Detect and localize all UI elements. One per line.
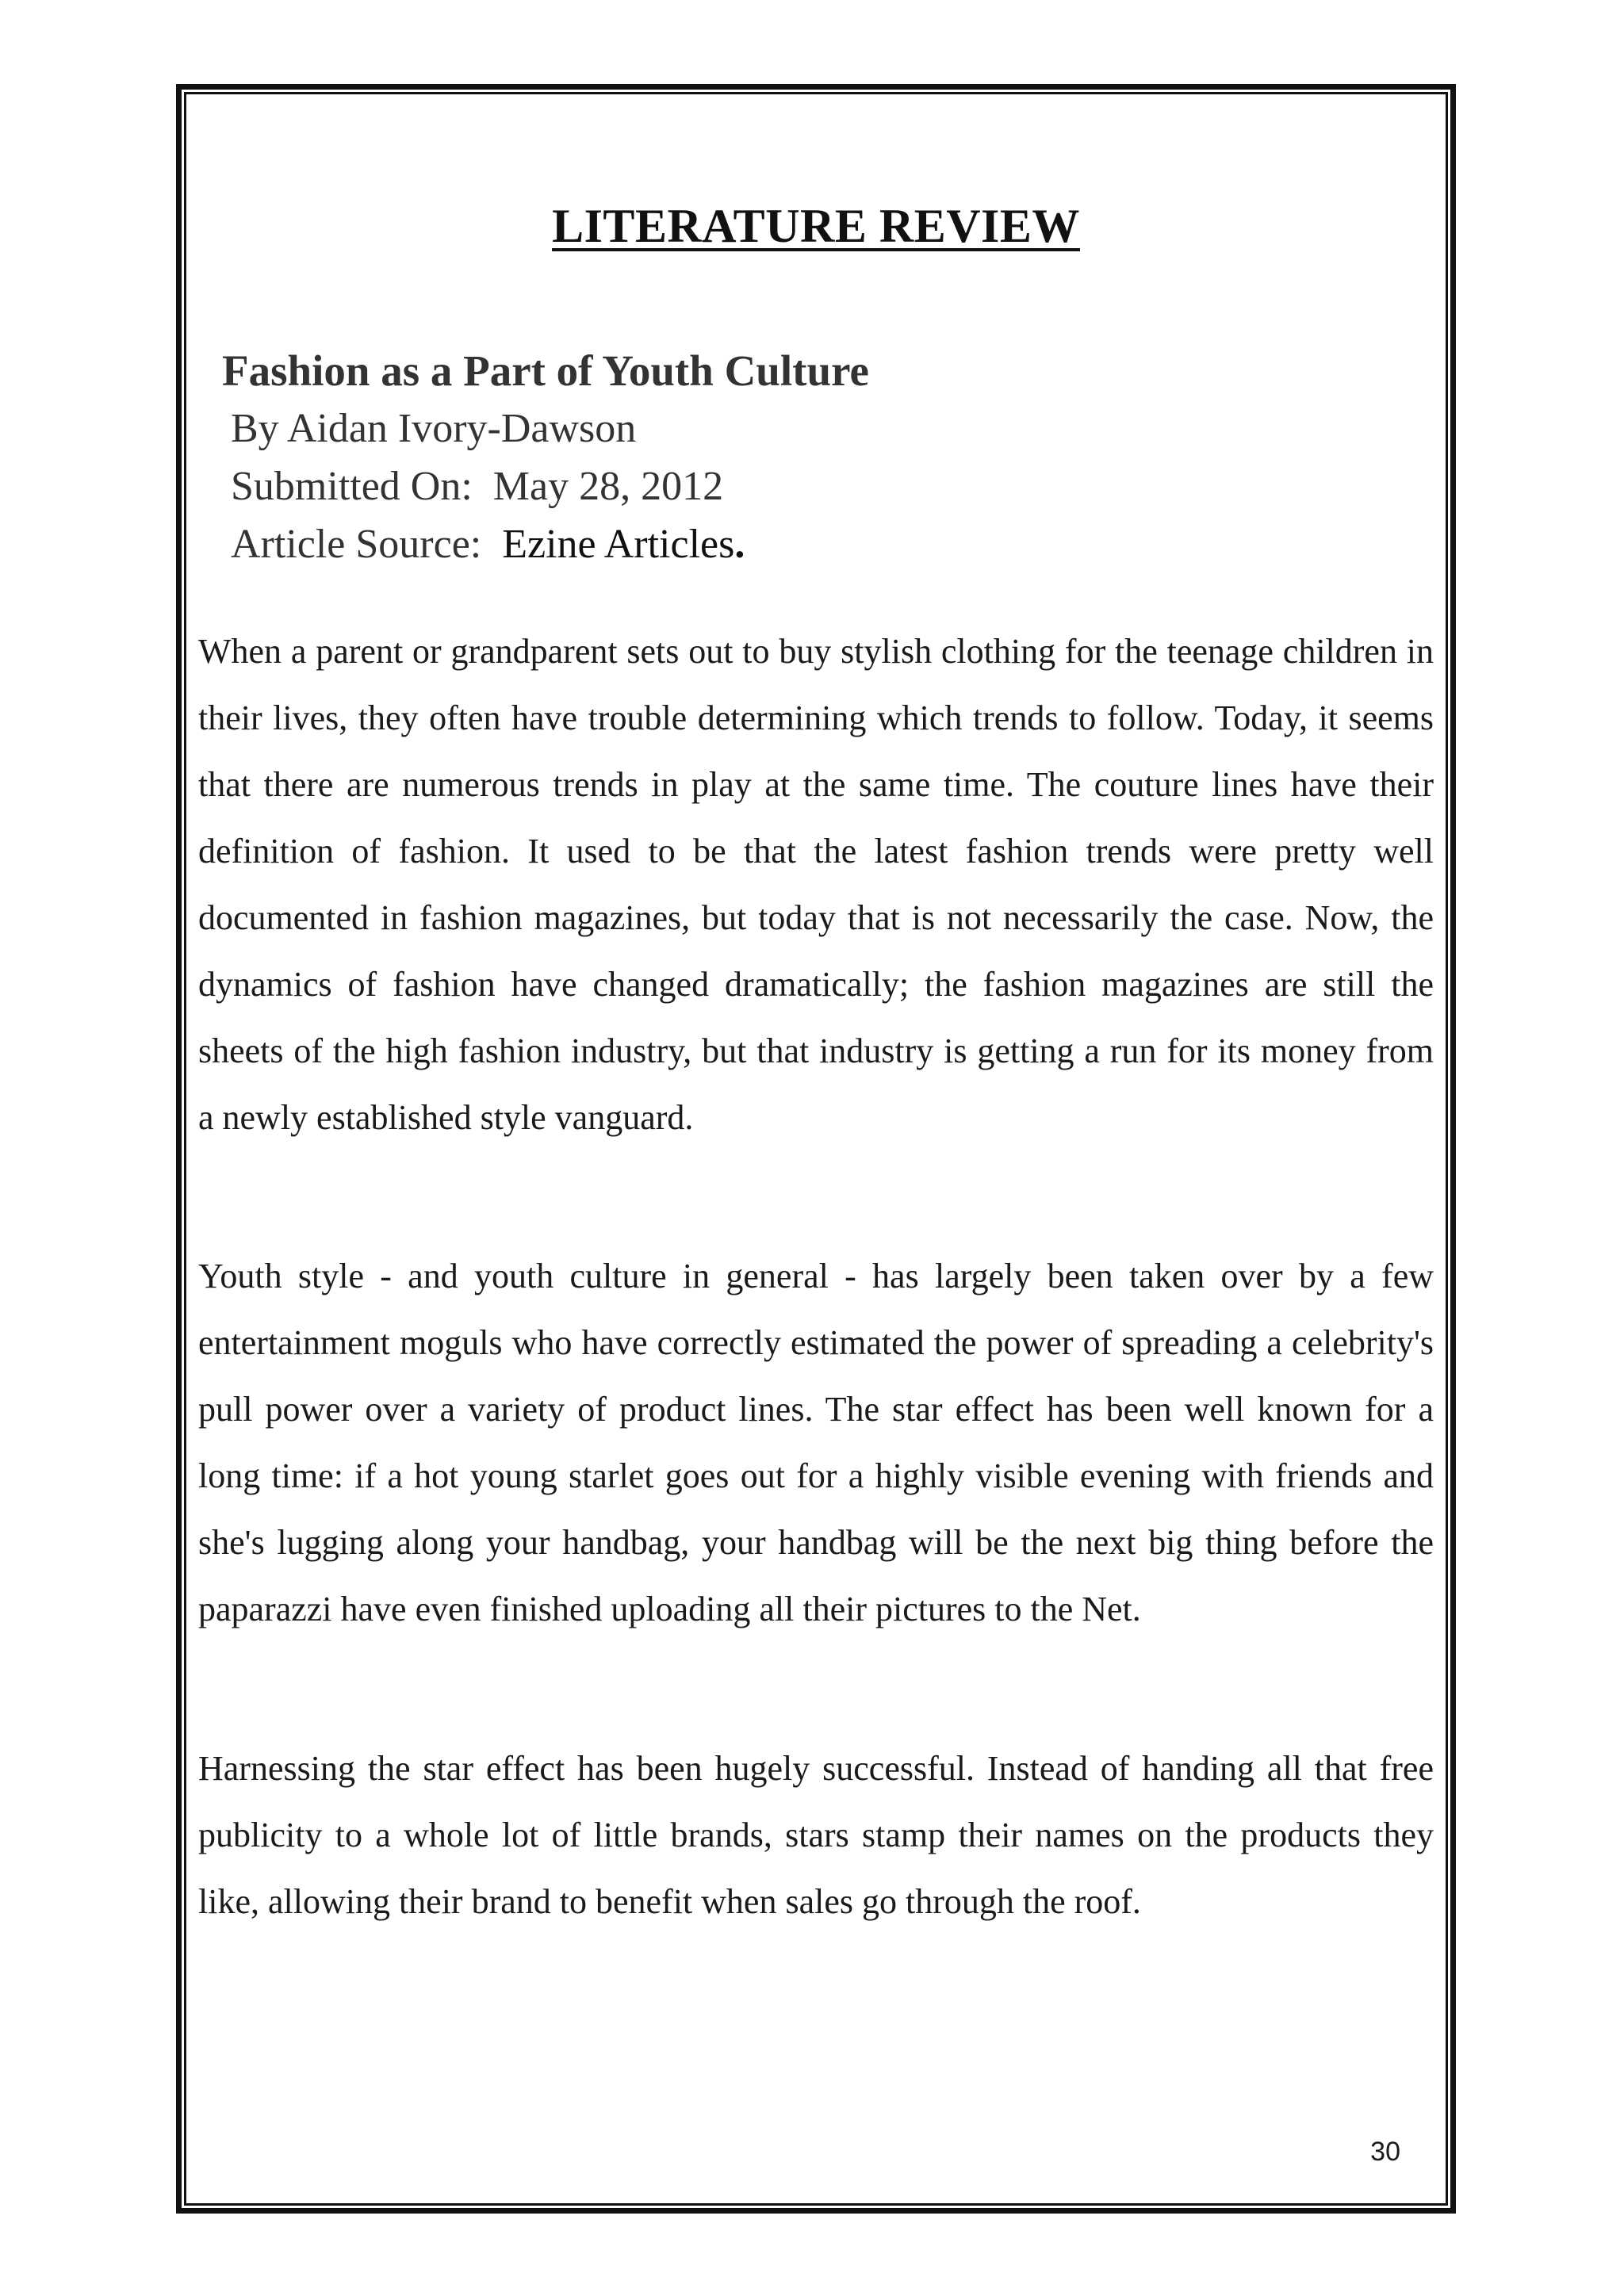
source-value: Ezine Articles — [502, 522, 735, 567]
article-byline: By Aidan Ivory-Dawson — [231, 406, 637, 451]
page-heading: LITERATURE REVIEW — [552, 200, 1080, 252]
submitted-date: May 28, 2012 — [492, 464, 724, 509]
body-paragraph-3: Harnessing the star effect has been hugely successful. Instead of handing all that free publicity to a whole lot of little brands, stars stamp their names on the products they like, allowing their brand to benefit when sales go through the roof. — [198, 1749, 1434, 1921]
submitted-label: Submitted On: — [231, 464, 473, 509]
article-source — [222, 515, 869, 573]
page-number: 30 — [1370, 2137, 1400, 2167]
body-paragraph-1: When a parent or grandparent sets out to buy stylish clothing for the teenage children in their lives, they often have trouble determining which trends to follow. Today, it seems that there are numerous trends in play at the same time. The couture lines have their definition of fashion. It used to be that the latest fashion trends were pretty well documented in fashion magazines, but today that is not necessarily the case. Now, the dynamics of fashion have changed dramatically; the fashion magazines are still the sheets of the high fashion industry, but that industry is getting a run for its money from a newly established style vanguard. — [198, 632, 1434, 1137]
source-period: . — [734, 522, 745, 567]
article-submitted — [222, 457, 869, 515]
page-content — [198, 0, 1434, 2296]
article-meta — [222, 342, 869, 573]
body-paragraph-2: Youth style - and youth culture in general - has largely been taken over by a few entertainment moguls who have correctly estimated the power of spreading a celebrity's pull power over a variety of product lines. The star effect has been well known for a long time: if a hot young starlet goes out for a highly visible evening with friends and she's lugging along your handbag, your handbag will be the next big thing before the paparazzi have even finished uploading all their pictures to the Net. — [198, 1257, 1434, 1628]
article-title: Fashion as a Part of Youth Culture — [222, 346, 869, 395]
source-label: Article Source: — [231, 522, 482, 567]
